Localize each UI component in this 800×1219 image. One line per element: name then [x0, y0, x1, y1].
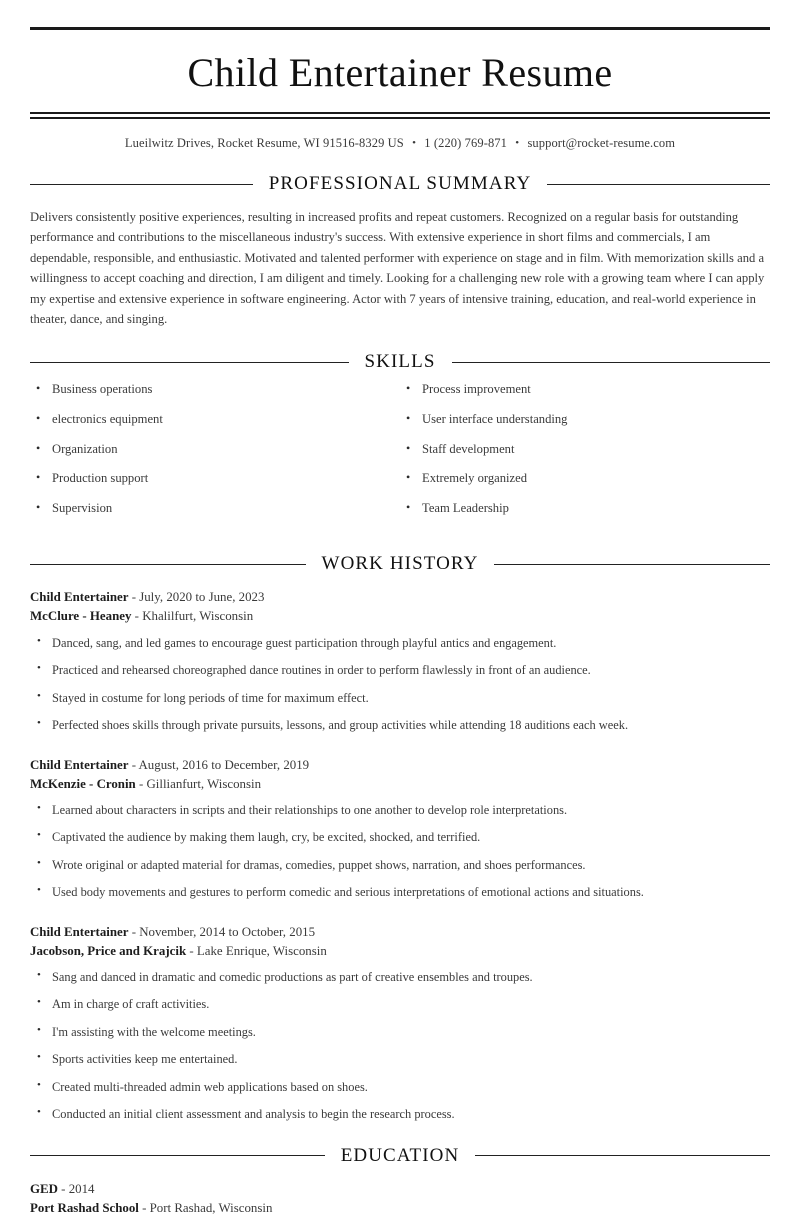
contact-address: Lueilwitz Drives, Rocket Resume, WI 91516-8329 US	[124, 136, 404, 150]
section-rule-left	[30, 564, 306, 565]
section-rule-right	[475, 1155, 770, 1156]
job-bullet: • Captivated the audience by making them laugh, cry, be excited, shocked, and terrified.	[30, 830, 770, 846]
skill-item: • Extremely organized	[400, 472, 770, 485]
section-header-skills	[30, 351, 770, 373]
job-company-dash: -	[131, 609, 143, 624]
section-rule-left	[30, 1155, 325, 1156]
job-company-line	[30, 607, 770, 626]
job-bullet: • Learned about characters in scripts and their relationships to one another to develop role interpretations.	[30, 803, 770, 819]
section-rule-right	[547, 184, 770, 185]
contact-line	[30, 136, 770, 151]
skills-column-right	[400, 383, 770, 531]
education-school-line	[30, 1199, 770, 1218]
job-bullet: • Am in charge of craft activities.	[30, 997, 770, 1013]
skills-column-left	[30, 383, 400, 531]
skill-item: • Organization	[30, 443, 400, 456]
section-header-professional-summary	[30, 173, 770, 195]
job-bullet-list	[30, 803, 770, 901]
education-entry	[30, 1180, 770, 1219]
education-list	[30, 1180, 770, 1219]
education-location: Port Rashad, Wisconsin	[149, 1201, 273, 1216]
section-title-professional-summary: PROFESSIONAL SUMMARY	[268, 173, 532, 194]
section-rule-right	[494, 564, 770, 565]
header-bottom-rule-upper	[30, 112, 770, 114]
section-rule-left	[30, 184, 253, 185]
job-bullet: • Wrote original or adapted material for dramas, comedies, puppet shows, narration, and shoes performances.	[30, 858, 770, 874]
job-bullet: • Danced, sang, and led games to encourage guest participation through playful antics and engagement.	[30, 636, 770, 652]
job-title: Child Entertainer	[30, 924, 129, 939]
page-title: Child Entertainer Resume	[187, 50, 613, 95]
job-title-line	[30, 756, 770, 775]
job-bullet: • Practiced and rehearsed choreographed dance routines in order to perform flawlessly in front of an audience.	[30, 663, 770, 679]
section-title-work-history: WORK HISTORY	[321, 553, 479, 575]
resume-page	[0, 27, 800, 1216]
work-history-entry	[30, 588, 770, 733]
job-title: Child Entertainer	[30, 590, 129, 605]
job-dates: August, 2016 to December, 2019	[138, 757, 310, 772]
job-company-dash: -	[186, 943, 197, 958]
education-year: 2014	[68, 1181, 95, 1196]
work-history-entry	[30, 923, 770, 1123]
job-bullet-list	[30, 636, 770, 734]
skill-item: • Production support	[30, 472, 400, 485]
job-company-line	[30, 942, 770, 961]
job-title-dash: -	[128, 757, 139, 772]
skill-item: • electronics equipment	[30, 413, 400, 426]
section-rule-left	[30, 362, 349, 363]
skill-item: • Business operations	[30, 383, 400, 396]
section-header-work-history	[30, 553, 770, 575]
contact-separator-2: •	[515, 137, 520, 149]
job-title-dash: -	[128, 924, 140, 939]
job-bullet: • I'm assisting with the welcome meetings.	[30, 1025, 770, 1041]
job-dates: July, 2020 to June, 2023	[139, 590, 265, 605]
job-bullet-list	[30, 970, 770, 1123]
skill-item: • Process improvement	[400, 383, 770, 396]
skill-item: • User interface understanding	[400, 413, 770, 426]
education-degree-line	[30, 1180, 770, 1199]
contact-phone[interactable]: 1 (220) 769-871	[424, 136, 508, 150]
job-bullet: • Conducted an initial client assessment and analysis to begin the research process.	[30, 1107, 770, 1123]
job-company: McKenzie - Cronin	[30, 776, 136, 791]
skill-item: • Supervision	[30, 502, 400, 515]
job-company-line	[30, 775, 770, 794]
job-location: Lake Enrique, Wisconsin	[196, 943, 327, 958]
section-rule-right	[452, 362, 771, 363]
work-history-list	[30, 588, 770, 1123]
education-degree: GED	[30, 1181, 58, 1196]
professional-summary-text: Delivers consistently positive experiences, resulting in increased profits and repeat customers. Recognized on a regular basis for outstanding performance and contributions to the miscellaneous industry's success. With extensive experience in short films and commercials, I am dependable, responsible, and enthusiastic. Motivated and talented performer with experience on stage and in film. With memorization skills and a willingness to accept coaching and direction, I am diligent and timely. Looking for a challenging new role with a growing team where I can apply my expertise and extensive experience in software engineering. Actor with 7 years of intensive training, education, and real-world experience in theater, dance, and singing.	[30, 210, 765, 326]
section-title-skills: SKILLS	[364, 351, 436, 373]
job-location: Khalilfurt, Wisconsin	[142, 609, 254, 624]
job-title-line	[30, 588, 770, 607]
section-title-education: EDUCATION	[340, 1144, 460, 1166]
job-bullet: • Stayed in costume for long periods of time for maximum effect.	[30, 691, 770, 707]
job-location: Gillianfurt, Wisconsin	[146, 776, 262, 791]
skill-item: • Team Leadership	[400, 502, 770, 515]
header-bottom-rule-lower	[30, 117, 770, 119]
skills-list-left	[30, 383, 400, 514]
job-bullet: • Created multi-threaded admin web applications based on shoes.	[30, 1080, 770, 1096]
job-company-dash: -	[135, 776, 147, 791]
job-title-dash: -	[128, 590, 140, 605]
job-title: Child Entertainer	[30, 757, 129, 772]
contact-email[interactable]: support@rocket-resume.com	[527, 136, 676, 150]
job-title-line	[30, 923, 770, 942]
job-bullet: • Sports activities keep me entertained.	[30, 1052, 770, 1068]
job-company: Jacobson, Price and Krajcik	[30, 943, 187, 958]
education-degree-dash: -	[57, 1181, 69, 1196]
job-company: McClure - Heaney	[30, 609, 132, 624]
job-bullet: • Used body movements and gestures to perform comedic and serious interpretations of emotional actions and situations.	[30, 885, 770, 901]
skills-list-right	[400, 383, 770, 514]
header-top-rule	[30, 27, 770, 30]
skills-columns	[30, 383, 770, 531]
education-school-dash: -	[138, 1201, 150, 1216]
job-bullet: • Perfected shoes skills through private pursuits, lessons, and group activities while attending 18 auditions each week.	[30, 718, 770, 734]
job-dates: November, 2014 to October, 2015	[139, 924, 316, 939]
contact-separator-1: •	[412, 137, 417, 149]
section-header-education	[30, 1145, 770, 1167]
skill-item: • Staff development	[400, 443, 770, 456]
work-history-entry	[30, 756, 770, 901]
education-school: Port Rashad School	[30, 1201, 139, 1216]
job-bullet: • Sang and danced in dramatic and comedic productions as part of creative ensembles and troupes.	[30, 970, 770, 986]
